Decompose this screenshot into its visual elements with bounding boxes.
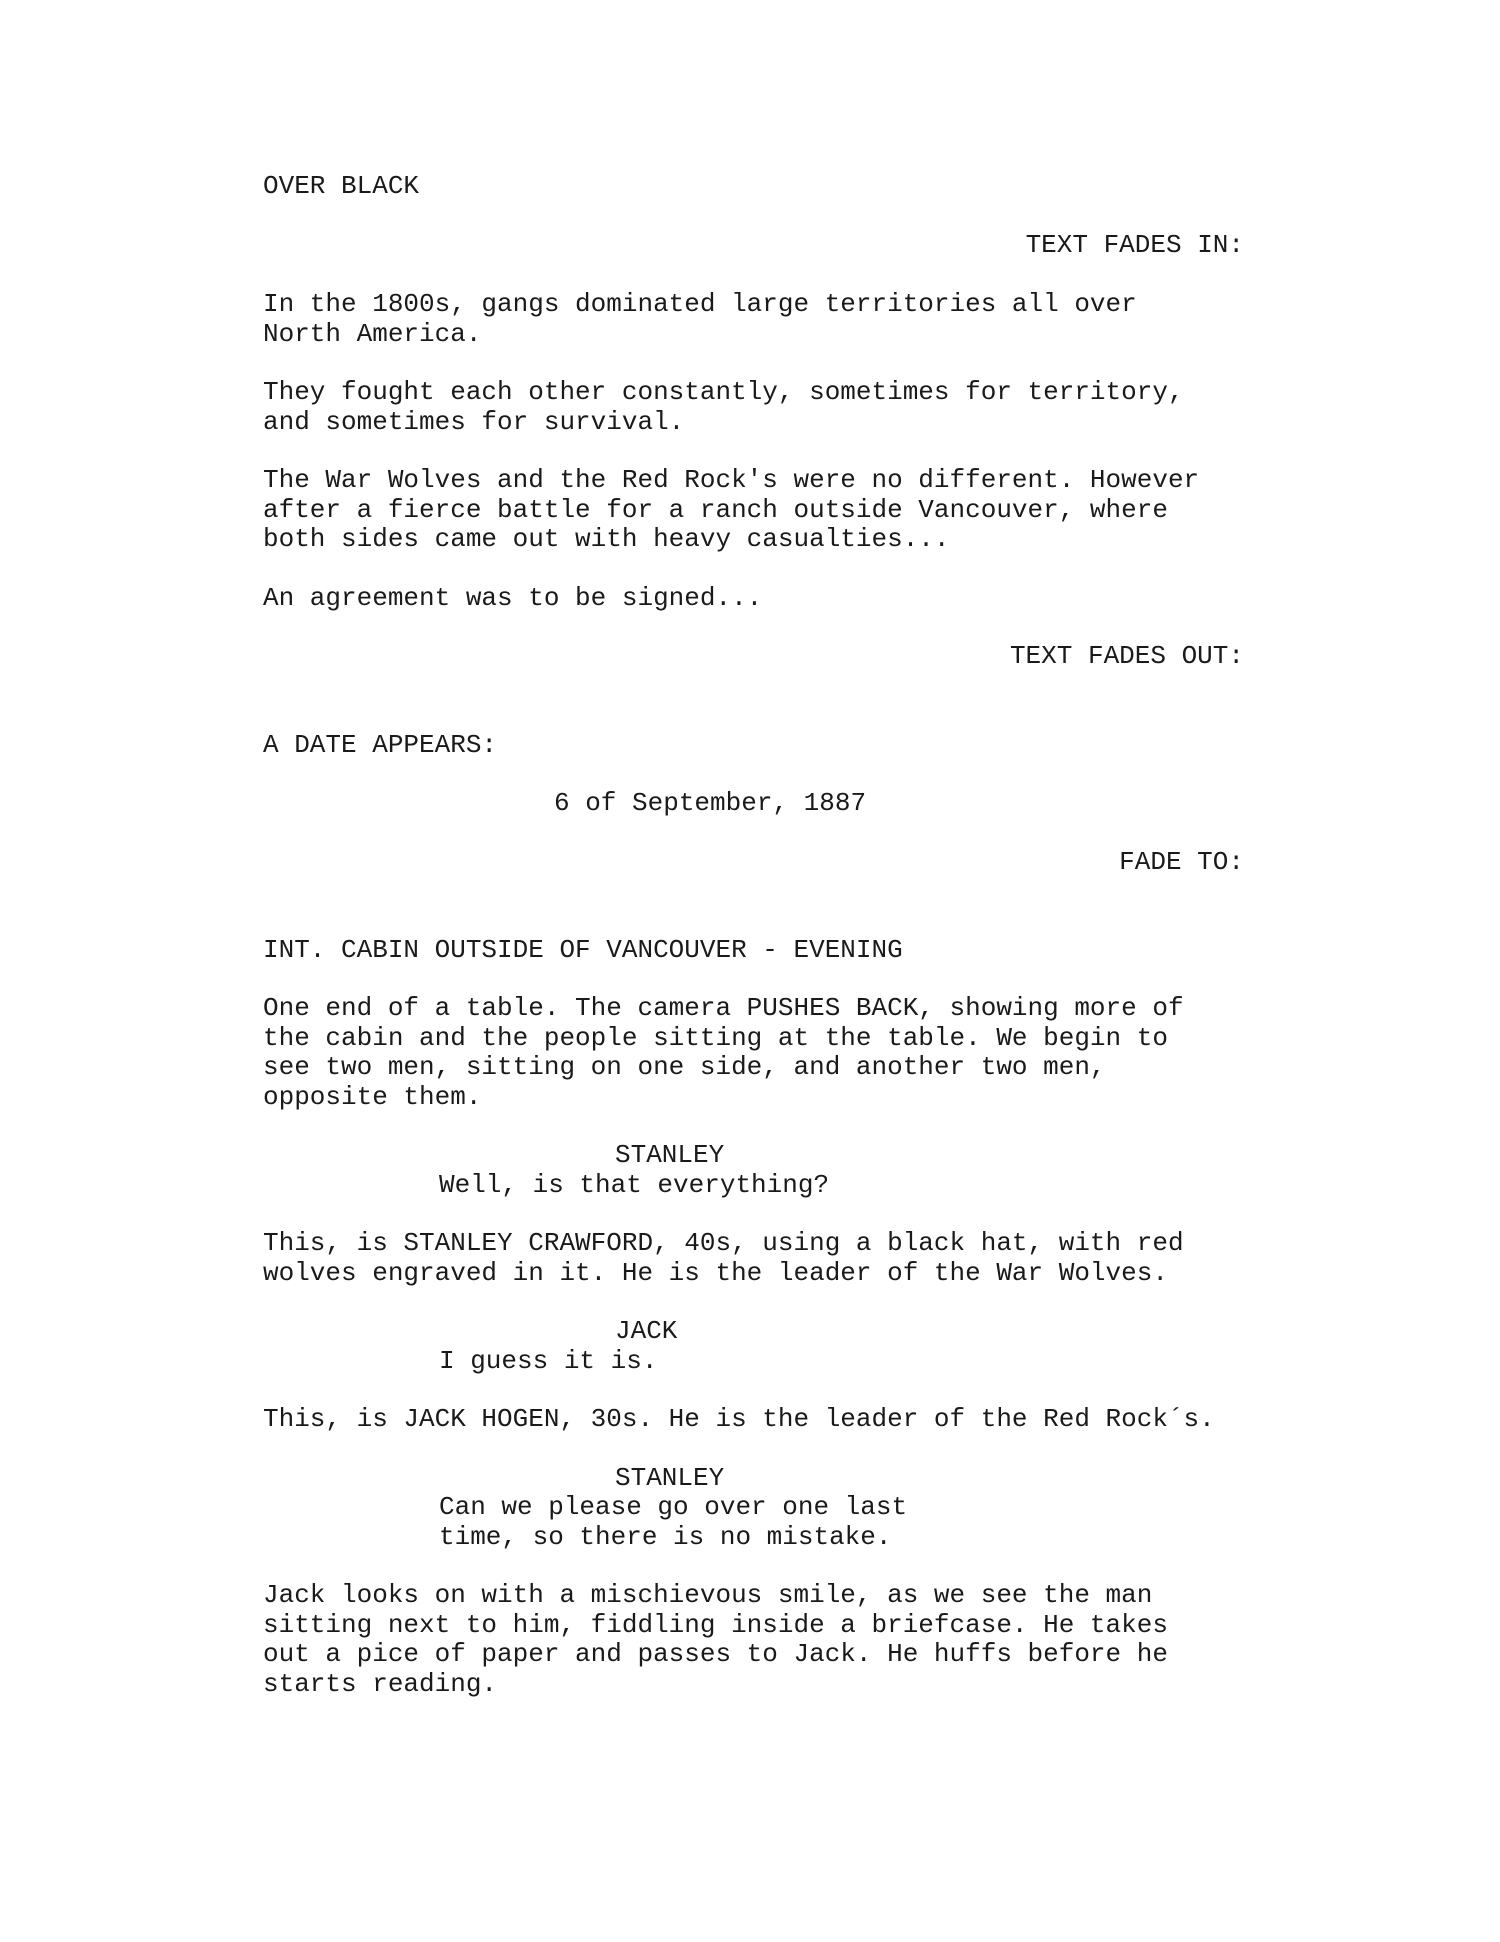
dialogue-line: time, so there is no mistake. <box>439 1522 892 1552</box>
action-line: In the 1800s, gangs dominated large territories all over <box>263 289 1137 319</box>
transition-text-fades-out: TEXT FADES OUT: <box>1009 641 1244 671</box>
action-line: They fought each other constantly, sometimes for territory, <box>263 377 1184 407</box>
action-line: sitting next to him, fiddling inside a briefcase. He takes <box>263 1610 1168 1640</box>
date-card: 6 of September, 1887 <box>554 788 867 818</box>
action-line: The War Wolves and the Red Rock's were no different. However <box>263 465 1200 495</box>
scene-heading: INT. CABIN OUTSIDE OF VANCOUVER - EVENING <box>263 935 903 965</box>
action-line: the cabin and the people sitting at the table. We begin to <box>263 1023 1168 1053</box>
action-line: This, is JACK HOGEN, 30s. He is the leader of the Red Rock´s. <box>263 1404 1215 1434</box>
over-black-line: OVER BLACK <box>263 171 420 201</box>
action-line: out a pice of paper and passes to Jack. He huffs before he <box>263 1639 1168 1669</box>
action-line: starts reading. <box>263 1669 498 1699</box>
action-line: This, is STANLEY CRAWFORD, 40s, using a black hat, with red <box>263 1228 1184 1258</box>
dialogue-line: I guess it is. <box>439 1346 658 1376</box>
action-line: both sides came out with heavy casualties... <box>263 524 950 554</box>
character-name: STANLEY <box>615 1463 725 1493</box>
action-line: A DATE APPEARS: <box>263 730 498 760</box>
character-name: JACK <box>615 1316 678 1346</box>
dialogue-line: Well, is that everything? <box>439 1170 830 1200</box>
action-line: An agreement was to be signed... <box>263 583 763 613</box>
action-line: Jack looks on with a mischievous smile, as we see the man <box>263 1580 1153 1610</box>
action-line: after a fierce battle for a ranch outside Vancouver, where <box>263 495 1168 525</box>
action-line: and sometimes for survival. <box>263 407 685 437</box>
action-line: opposite them. <box>263 1082 482 1112</box>
action-line: see two men, sitting on one side, and another two men, <box>263 1052 1106 1082</box>
action-line: One end of a table. The camera PUSHES BACK, showing more of <box>263 993 1184 1023</box>
transition-fade-to: FADE TO: <box>1119 847 1244 877</box>
dialogue-line: Can we please go over one last <box>439 1492 908 1522</box>
transition-text-fades-in: TEXT FADES IN: <box>1025 230 1244 260</box>
action-line: North America. <box>263 319 482 349</box>
character-name: STANLEY <box>615 1140 725 1170</box>
action-line: wolves engraved in it. He is the leader of the War Wolves. <box>263 1258 1168 1288</box>
